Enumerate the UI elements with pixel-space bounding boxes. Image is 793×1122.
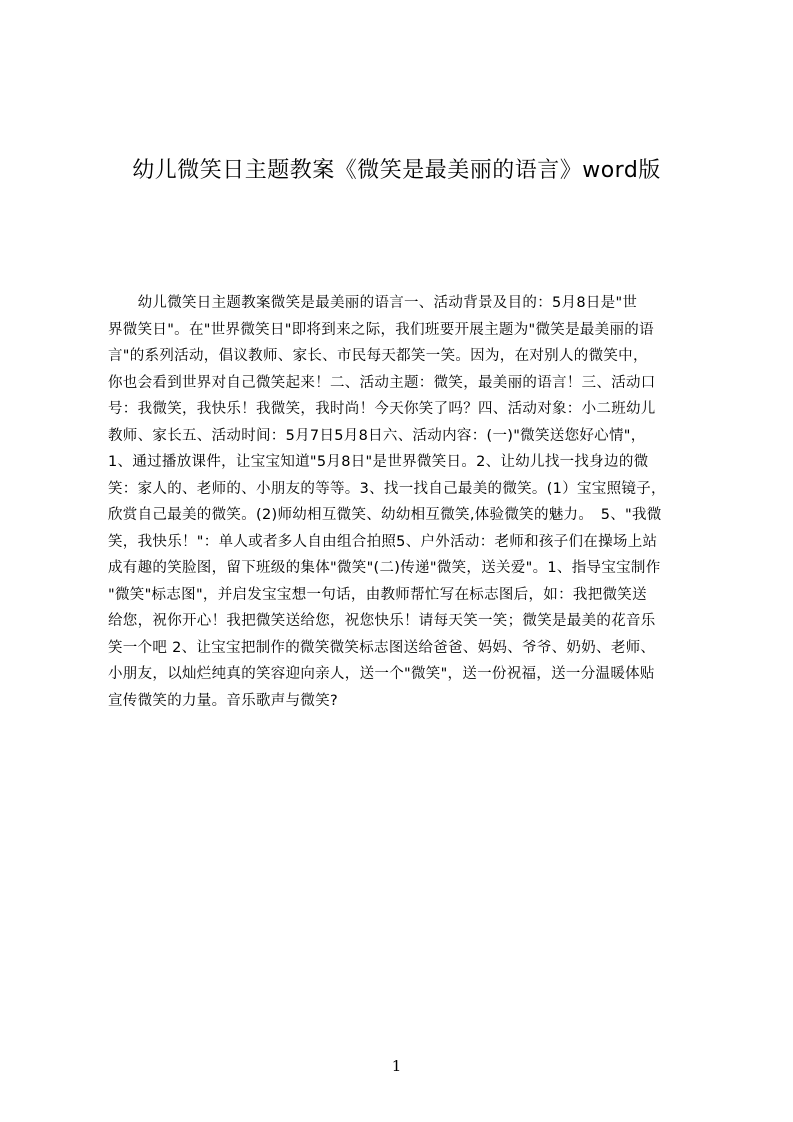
body-line: "微笑"标志图"，并启发宝宝想一句话，由教师帮忙写在标志图后，如：我把微笑送 [108,586,647,603]
body-line: 幼儿微笑日主题教案微笑是最美丽的语言一、活动背景及目的：5月8日是"世 [108,295,638,311]
body-line: 笑，我快乐！"：单人或者多人自由组合拍照5、户外活动：老师和孩子们在操场上站 [108,533,658,550]
body-paragraph [108,290,698,720]
body-line: 笑一个吧 2、让宝宝把制作的微笑微笑标志图送给爸爸、妈妈、爷爷、奶奶、老师、 [108,639,656,656]
body-line: 教师、家长五、活动时间：5月7日5月8日六、活动内容：(一)"微笑送您好心情"， [108,427,646,444]
body-line: 1、通过播放课件，让宝宝知道"5月8日"是世界微笑日。2、让幼儿找一找身边的微 [108,454,649,470]
body-line: 言"的系列活动，倡议教师、家长、市民每天都笑一笑。因为，在对别人的微笑中， [108,348,648,364]
body-line: 界微笑日"。在"世界微笑日"即将到来之际，我们班要开展主题为"微笑是最美丽的语 [108,321,654,338]
body-line: 你也会看到世界对自己微笑起来！二、活动主题：微笑，最美丽的语言！三、活动口 [108,374,656,391]
page-number: 1 [391,1057,402,1075]
body-line: 成有趣的笑脸图，留下班级的集体"微笑"(二)传递"微笑，送关爱"。1、指导宝宝制作 [108,560,661,576]
body-line: 号：我微笑，我快乐！我微笑，我时尚！今天你笑了吗？四、活动对象：小二班幼儿 [108,401,656,417]
body-line: 宣传微笑的力量。音乐歌声与微笑? [108,692,338,709]
body-line: 笑：家人的、老师的、小朋友的等等。3、找一找自己最美的微笑。(1）宝宝照镜子， [108,480,666,497]
body-line: 欣赏自己最美的微笑。(2)师幼相互微笑、幼幼相互微笑,体验微笑的魅力。 5、"我微 [108,507,662,523]
body-line: 给您，祝你开心！我把微笑送给您，祝您快乐！请每天笑一笑；微笑是最美的花音乐 [108,613,656,629]
body-line: 小朋友，以灿烂纯真的笑容迎向亲人，送一个"微笑"，送一份祝福，送一分温暖体贴 [108,666,655,682]
document-title: 幼儿微笑日主题教案《微笑是最美丽的语言》word版 [132,157,661,183]
